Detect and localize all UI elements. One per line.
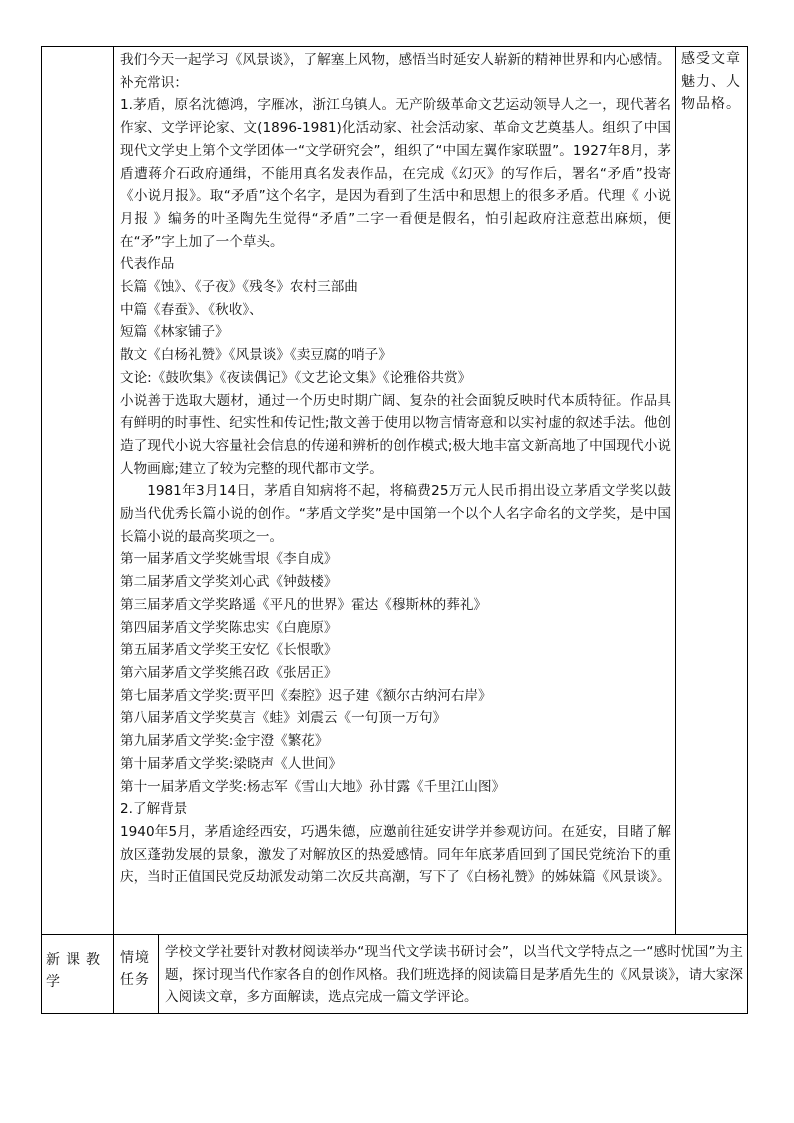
paragraph: 2.了解背景 [120, 801, 188, 818]
paragraph: 短篇《林家铺子》 [120, 324, 229, 341]
paragraph: 补充常识： [120, 74, 188, 91]
document-page [41, 46, 747, 1014]
paragraph: 第一届茅盾文学奖姚雪垠《李自成》 [120, 551, 338, 568]
paragraph: 长篇《蚀》、《子夜》《残冬》农村三部曲 [120, 279, 358, 296]
paragraph: 第六届茅盾文学奖熊召政《张居正》 [120, 664, 338, 681]
table-row-content [42, 47, 748, 935]
paragraph: 文论:《鼓吹集》《夜读偶记》《文艺论文集》《论雅俗共赏》 [120, 369, 472, 386]
paragraph: 第三届茅盾文学奖路遥《平凡的世界》霍达《穆斯林的葬礼》 [120, 596, 488, 613]
paragraph: 小说善于选取大题材，通过一个历史时期广阔、复杂的社会面貌反映时代本质特征。作品具有鲜明的时事性、纪实性和传记性;散文善于使用以物言情寄意和以实衬虚的叙述手法。他创造了现代小说大容量社会信息的传递和辨析的创作模式;极大地丰富文新高地了中国现代小说人物画廊;建立了较为完整的现代都市文学。 [120, 392, 671, 477]
main-content-cell [114, 47, 676, 935]
paragraph: 代表作品 [120, 256, 175, 273]
empty-left-cell [42, 47, 114, 935]
paragraph: 第四届茅盾文学奖陈忠实《白鹿原》 [120, 619, 338, 636]
main-paragraphs [120, 49, 671, 889]
paragraph: 第二届茅盾文学奖刘心武《钟鼓楼》 [120, 574, 338, 591]
paragraph: 第五届茅盾文学奖王安忆《长恨歌》 [120, 642, 338, 659]
paragraph: 第十届茅盾文学奖:梁晓声《人世间》 [120, 755, 343, 772]
paragraph: 我们今天一起学习《风景谈》，了解塞上风物，感悟当时延安人崭新的精神世界和内心感情。 [120, 52, 671, 68]
paragraph: 1.茅盾，原名沈德鸿，字雁冰，浙江乌镇人。无产阶级革命文艺运动领导人之一，现代著名作家、文学评论家、文(1896-1981)化活动家、社会活动家、革命文艺奠基人。组织了中国现代文学史上第个文学团体一“文学研究会”，组织了“中国左翼作家联盟”。1927年8月，茅盾遭蒋介石政府通缉，不能用真名发表作品，在完成《幻灭》的写作后，署名“矛盾”投寄《小说月报》。取“矛盾”这个名字，是因为看到了生活中和思想上的很多矛盾。代理《 小说月报 》编务的叶圣陶先生觉得“矛盾”二字一看便是假名，怕引起政府注意惹出麻烦，便在“矛”字上加了一个草头。 [120, 97, 671, 250]
paragraph: 第九届茅盾文学奖:金宇澄《繁花》 [120, 733, 329, 750]
goal-cell: 感受文章魅力、人物品格。 [676, 47, 748, 935]
paragraph: 第七届茅盾文学奖:贾平凹《秦腔》迟子建《额尔古纳河右岸》 [120, 687, 492, 704]
task-description-cell: 学校文学社要针对教材阅读举办“现当代文学读书研讨会”，以当代文学特点之一“感时忧国”为主题，探讨现当代作家各自的创作风格。我们班选择的阅读篇目是茅盾先生的《风景谈》，请大家深入阅读文章，多方面解读，选点完成一篇文学评论。 [159, 935, 748, 1014]
paragraph: 1981年3月14日，茅盾自知病将不起，将稿费25万元人民币捐出设立茅盾文学奖以鼓励当代优秀长篇小说的创作。“茅盾文学奖”是中国第一个以个人名字命名的文学奖，是中国长篇小说的最高奖项之一。 [120, 483, 671, 545]
sub-label-cell: 情境任务 [114, 935, 159, 1014]
paragraph: 散文《白杨礼赞》《风景谈》《卖豆腐的哨子》 [120, 347, 392, 364]
section-label-cell: 新课教学 [42, 935, 114, 1014]
paragraph: 第八届茅盾文学奖莫言《蛙》刘震云《一句顶一万句》 [120, 710, 447, 727]
lesson-plan-table [41, 46, 748, 1014]
paragraph: 第十一届茅盾文学奖:杨志军《雪山大地》孙甘露《千里江山图》 [120, 778, 506, 795]
paragraph: 中篇《春蚕》、《秋收》、 [120, 301, 263, 318]
table-row-new-lesson [42, 935, 748, 1014]
paragraph: 1940年5月，茅盾途经西安，巧遇朱德，应邀前往延安讲学并参观访问。在延安，目睹了解放区蓬勃发展的景象，激发了对解放区的热爱感情。同年年底茅盾回到了国民党统治下的重庆，当时正值国民党反劫派发动第二次反共高潮，写下了《白杨礼赞》的姊妹篇《风景谈》。 [120, 823, 671, 886]
